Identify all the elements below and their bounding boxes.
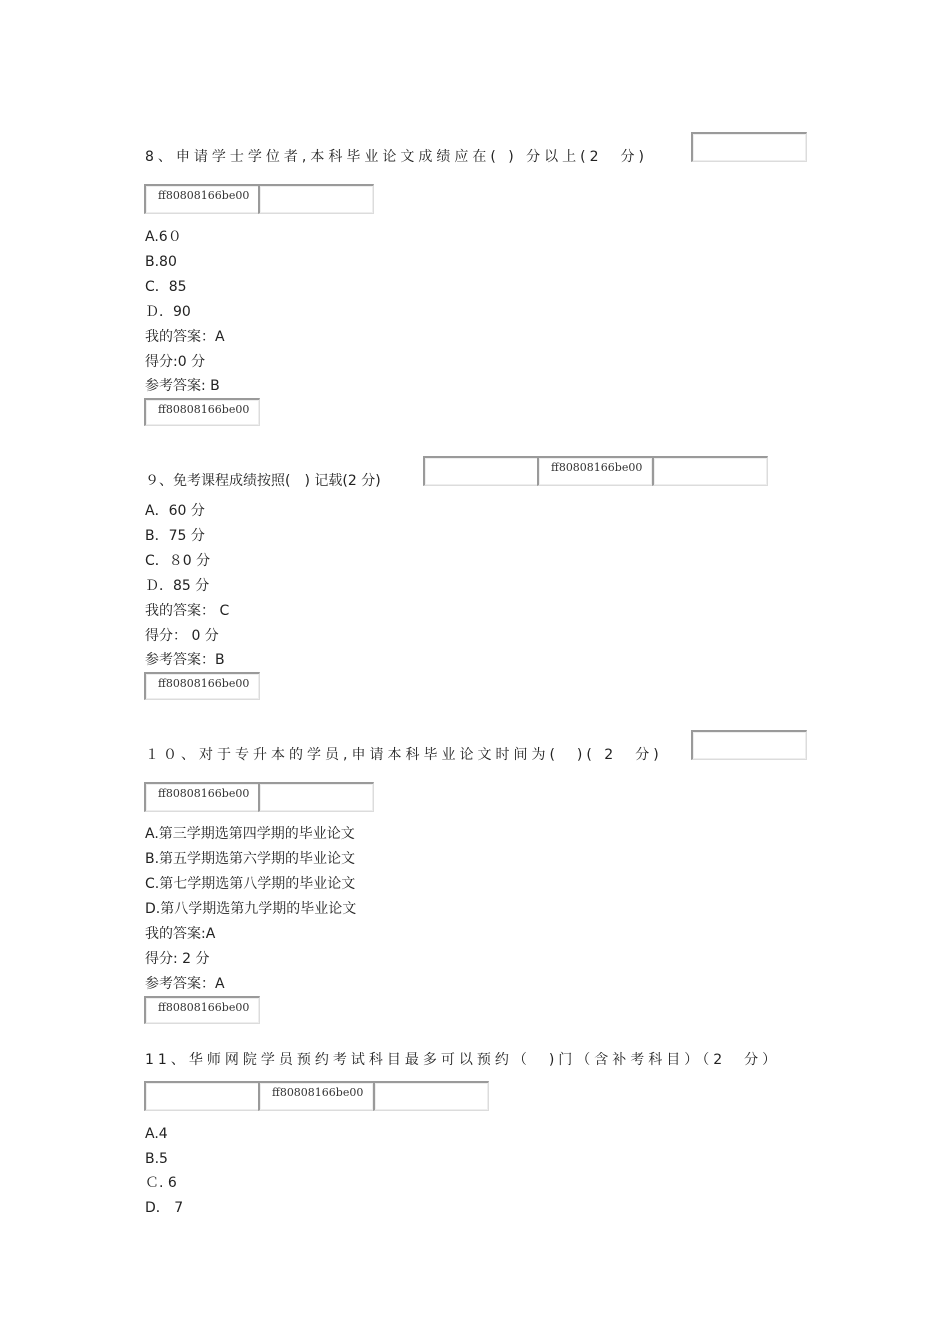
q10-score: 得分: 2 分	[145, 951, 210, 967]
blank-field-q11[interactable]	[373, 1081, 489, 1111]
q9-score: 得分： 0 分	[145, 628, 219, 644]
q8-option-c: C．85	[145, 279, 187, 295]
q8-option-a: A.6０	[145, 229, 182, 245]
answer-input-q8[interactable]	[691, 132, 807, 162]
q11-option-c: Ｃ. 6	[145, 1175, 177, 1191]
q10-reference-answer: 参考答案：A	[145, 976, 225, 992]
answer-input-q9[interactable]	[423, 456, 539, 486]
question-8-title: 8、申请学士学位者,本科毕业论文成绩应在( ) 分以上(2 分)	[145, 149, 649, 165]
q10-my-answer: 我的答案:A	[145, 926, 216, 942]
code-field-q9-ref: ff80808166be00	[144, 672, 260, 700]
q11-option-b: B.5	[145, 1151, 168, 1167]
q9-option-a: A．60 分	[145, 503, 205, 519]
q8-reference-answer: 参考答案: B	[145, 378, 220, 394]
q11-option-a: A.4	[145, 1126, 168, 1142]
blank-field-q9[interactable]	[652, 456, 768, 486]
q9-option-d: Ｄ．85 分	[145, 578, 210, 594]
code-field-q11: ff80808166be00	[258, 1081, 374, 1111]
q10-option-c: C.第七学期选第八学期的毕业论文	[145, 876, 356, 892]
q8-option-b: B.80	[145, 254, 177, 270]
q8-my-answer: 我的答案：A	[145, 329, 225, 345]
code-field-q10-ref: ff80808166be00	[144, 996, 260, 1024]
q8-score: 得分:0 分	[145, 354, 206, 370]
q10-option-b: B.第五学期选第六学期的毕业论文	[145, 851, 356, 867]
q11-option-d: D． 7	[145, 1200, 184, 1216]
q9-option-b: B．75 分	[145, 528, 205, 544]
question-10-title: １０、对于专升本的学员,申请本科毕业论文时间为( )( 2 分)	[145, 747, 663, 763]
q9-reference-answer: 参考答案：B	[145, 652, 225, 668]
q10-option-d: D.第八学期选第九学期的毕业论文	[145, 901, 357, 917]
question-11-title: 11、华师网院学员预约考试科目最多可以预约（ )门（含补考科目）（2 分）	[145, 1052, 781, 1068]
code-field-q8: ff80808166be00	[144, 184, 260, 214]
code-field-q10: ff80808166be00	[144, 782, 260, 812]
answer-input-q10[interactable]	[691, 730, 807, 760]
answer-input-q11[interactable]	[144, 1081, 260, 1111]
blank-field-q8[interactable]	[258, 184, 374, 214]
q9-option-c: C．８0 分	[145, 553, 211, 569]
q9-my-answer: 我的答案： C	[145, 603, 230, 619]
q8-option-d: Ｄ．90	[145, 304, 191, 320]
code-field-q8-ref: ff80808166be00	[144, 398, 260, 426]
code-field-q9: ff80808166be00	[537, 456, 653, 486]
blank-field-q10[interactable]	[258, 782, 374, 812]
q10-option-a: A.第三学期选第四学期的毕业论文	[145, 826, 355, 842]
question-9-title: ９、免考课程成绩按照( ) 记载(2 分)	[145, 473, 381, 489]
